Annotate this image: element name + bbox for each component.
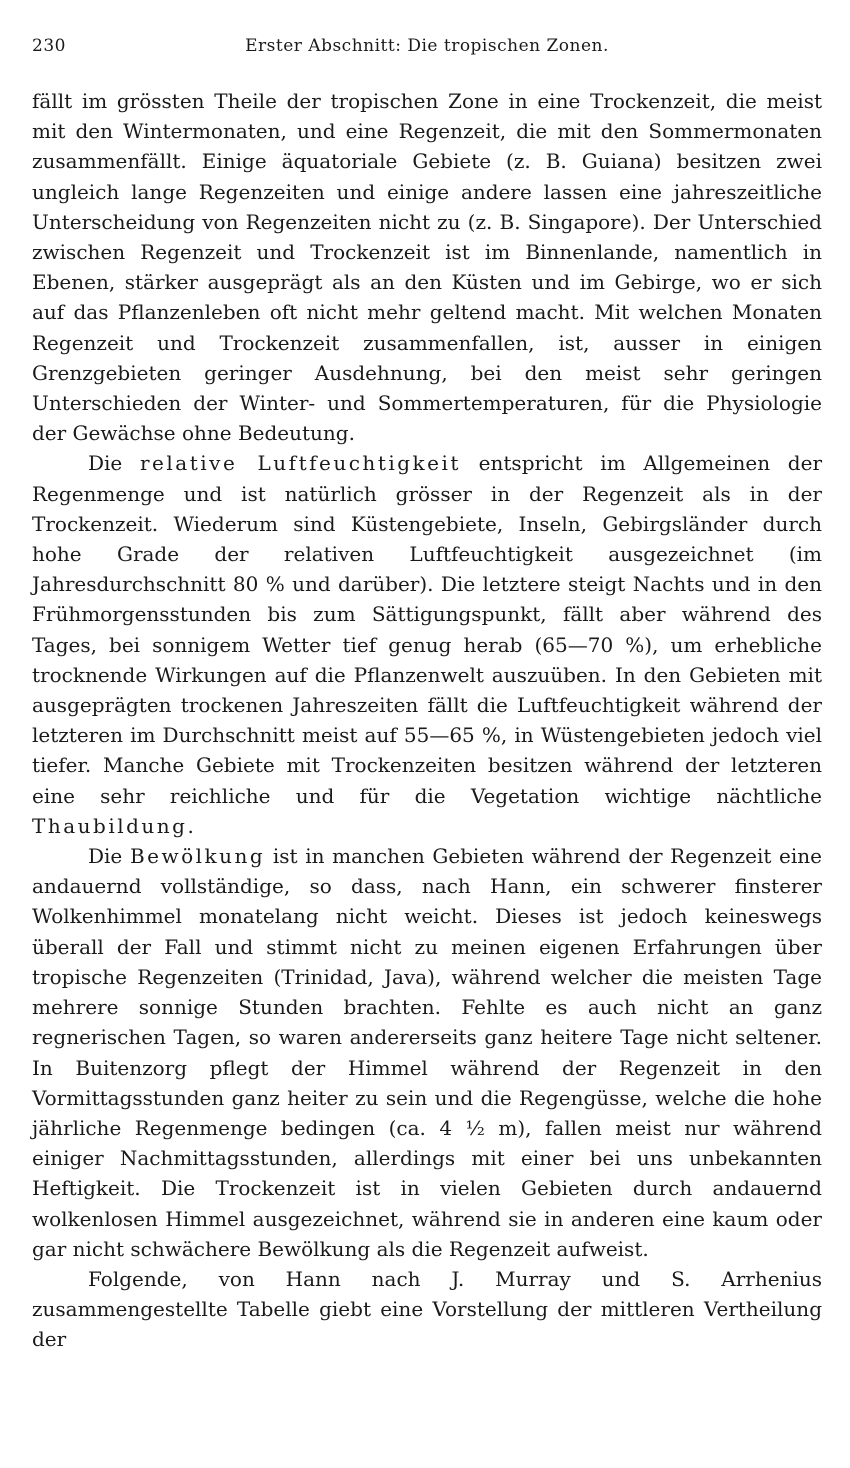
page-number: 230: [32, 36, 66, 56]
paragraph-3: [32, 841, 822, 1264]
paragraph-3-body: ist in manchen Gebieten während der Regenzeit eine andauernd vollständige, so dass, nach Hann, ein schwerer finsterer Wolkenhimmel monatelang nicht weicht. Dieses ist jedoch keineswegs überall der Fall und stimmt nicht zu meinen eigenen Erfahrungen über tropische Regenzeiten (Trinidad, Java), während welcher die meisten Tage mehrere sonnige Stunden brachten. Fehlte es auch nicht an ganz regnerischen Tagen, so waren andererseits ganz heitere Tage nicht seltener. In Buitenzorg pflegt der Himmel während der Regenzeit in den Vormittagsstunden ganz heiter zu sein und die Regengüsse, welche die hohe jährliche Regenmenge bedingen (ca. 4 ½ m), fallen meist nur während einiger Nachmittagsstunden, allerdings mit einer bei uns unbekannten Heftigkeit. Die Trockenzeit ist in vielen Gebieten durch andauernd wolkenlosen Himmel ausgezeichnet, während sie in anderen eine kaum oder gar nicht schwächere Bewölkung als die Regenzeit aufweist.: [32, 844, 822, 1261]
paragraph-3-lead: Die: [88, 844, 130, 869]
term-relative-luftfeuchtigkeit: relative Luftfeuchtigkeit: [140, 451, 461, 476]
term-bewoelkung: Bewölkung: [129, 844, 266, 869]
paragraph-2-lead: Die: [88, 451, 140, 476]
term-thaubildung: Thaubildung: [32, 813, 188, 838]
running-title: Erster Abschnitt: Die tropischen Zonen.: [245, 36, 609, 56]
page-header: [32, 36, 822, 66]
body-text: [32, 86, 822, 1355]
paragraph-2-end: .: [187, 813, 194, 838]
paragraph-1: fällt im grössten Theile der tropischen Zone in eine Trockenzeit, die meist mit den Wintermonaten, und eine Regenzeit, die mit den Sommermonaten zusammenfällt. Einige äquatoriale Gebiete (z. B. Guiana) besitzen zwei ungleich lange Regenzeiten und einige andere lassen eine jahreszeitliche Unterscheidung von Regenzeiten nicht zu (z. B. Singapore). Der Unterschied zwischen Regenzeit und Trockenzeit ist im Binnenlande, namentlich in Ebenen, stärker ausgeprägt als an den Küsten und im Gebirge, wo er sich auf das Pflanzenleben oft nicht mehr geltend macht. Mit welchen Monaten Regenzeit und Trockenzeit zusammenfallen, ist, ausser in einigen Grenzgebieten geringer Ausdehnung, bei den meist sehr geringen Unterschieden der Winter- und Sommertemperaturen, für die Physiologie der Gewächse ohne Bedeutung.: [32, 89, 822, 446]
paragraph-2-body: entspricht im Allgemeinen der Regenmenge und ist natürlich grösser in der Regenzeit als in der Trockenzeit. Wiederum sind Küstengebiete, Inseln, Gebirgsländer durch hohe Grade der relativen Luftfeuchtigkeit ausgezeichnet (im Jahresdurchschnitt 80 % und darüber). Die letztere steigt Nachts und in den Frühmorgensstunden bis zum Sättigungspunkt, fällt aber während des Tages, bei sonnigem Wetter tief genug herab (65—70 %), um erhebliche trocknende Wirkungen auf die Pflanzenwelt auszuüben. In den Gebieten mit ausgeprägten trockenen Jahreszeiten fällt die Luftfeuchtigkeit während der letzteren im Durchschnitt meist auf 55—65 %, in Wüstengebieten jedoch viel tiefer. Manche Gebiete mit Trockenzeiten besitzen während der letzteren eine sehr reichliche und für die Vegetation wichtige nächtliche: [32, 451, 822, 808]
paragraph-2: [32, 448, 822, 841]
paragraph-4: Folgende, von Hann nach J. Murray und S. Arrhenius zusammengestellte Tabelle giebt eine Vorstellung der mittleren Vertheilung der: [32, 1266, 822, 1352]
